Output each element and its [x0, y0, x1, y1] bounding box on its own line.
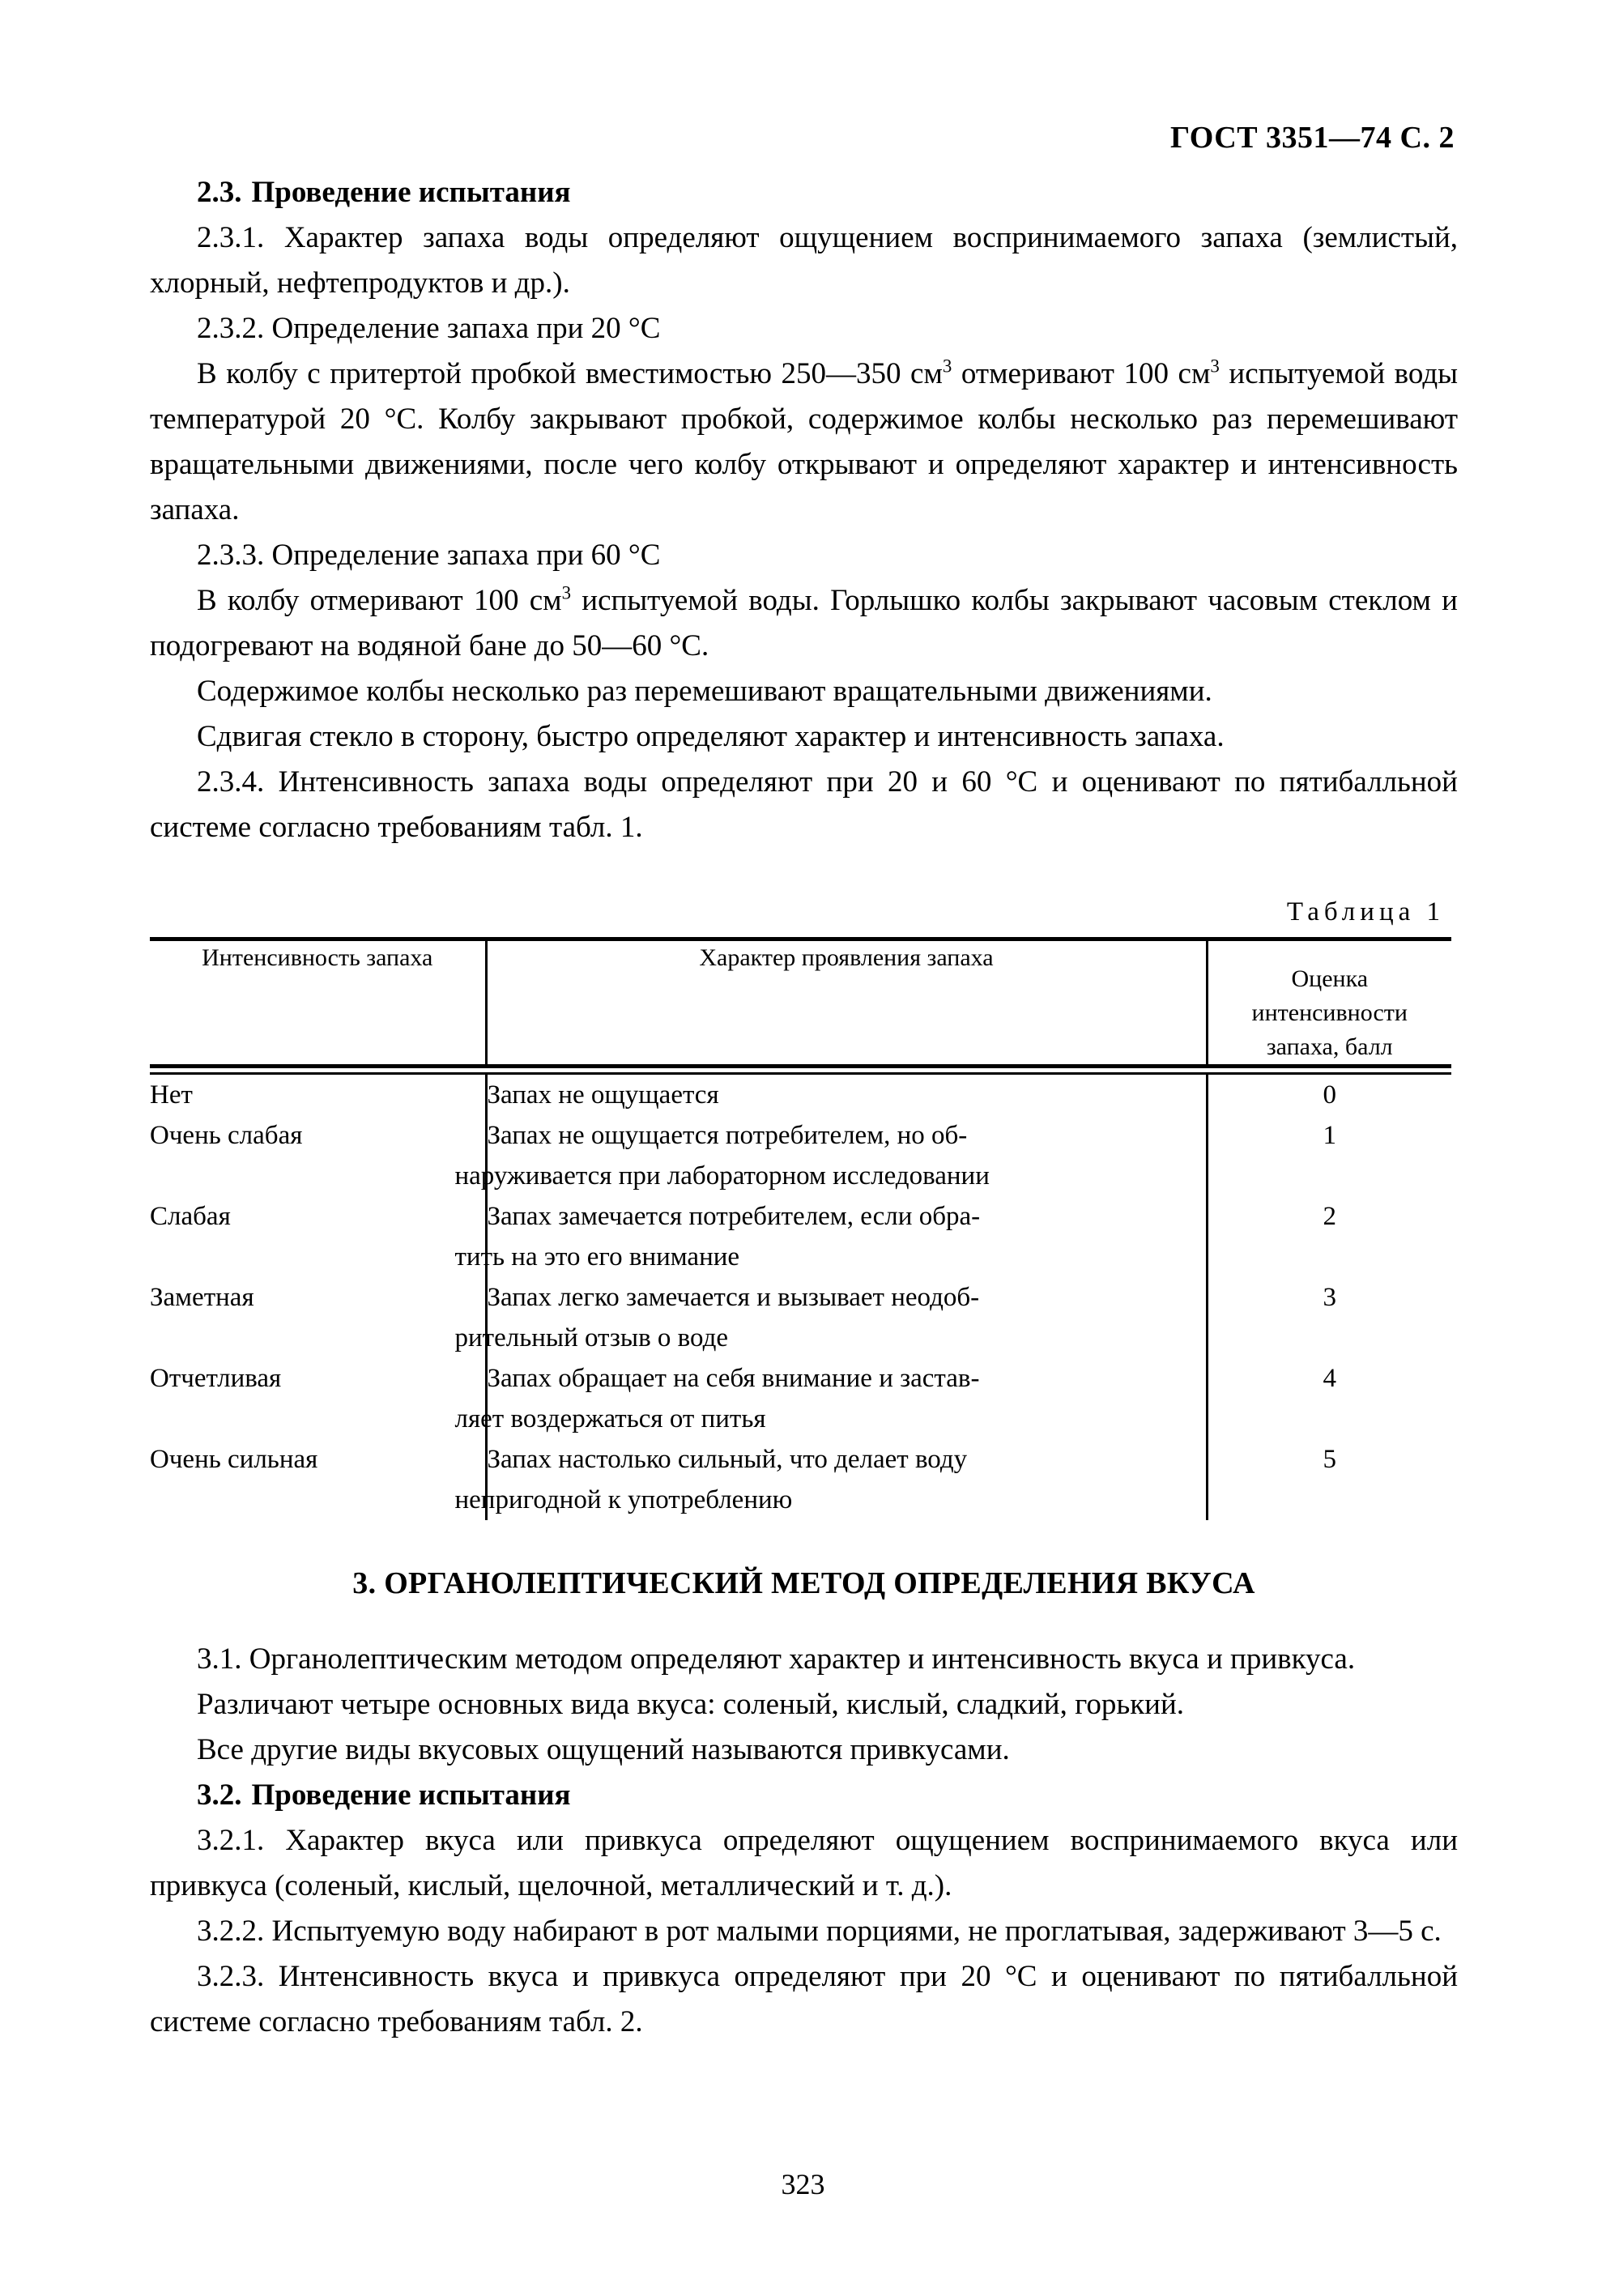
cubic-exponent-icon: 3	[561, 582, 572, 603]
row-description-line: Запах легко замечается и вызывает неодоб-	[487, 1283, 980, 1312]
row-intensity: Нет	[150, 1080, 193, 1110]
paragraph-2-3-3-body	[150, 578, 1458, 669]
double-rule-cell-b	[486, 1067, 1207, 1074]
row-description-line: Запах замечается потребителем, если обра-	[487, 1202, 981, 1231]
row-description-line: Запах настолько сильный, что делает воду	[487, 1445, 968, 1474]
page-content	[150, 0, 1458, 2045]
p233-line1-part-b: испытуемой воды. Горлышко колбы закрывают часовым стеклом и подогревают на водяной бане до 50—60 °С.	[150, 584, 1458, 662]
paragraph-2-3-3-b: Содержимое колбы несколько раз перемешивают вращательными движениями.	[197, 675, 1212, 708]
table-1-caption: Таблица 1	[1286, 897, 1445, 926]
p232-line1-part-b: отмеривают 100 см	[952, 357, 1211, 390]
running-head: ГОСТ 3351—74 С. 2	[1170, 121, 1455, 155]
row-description	[454, 1115, 1207, 1196]
row-description-line: наруживается при лабораторном исследовании	[454, 1161, 990, 1191]
table-row	[150, 1196, 1451, 1277]
paragraph-3-1: 3.1. Органолептическим методом определяют характер и интенсивность вкуса и привкуса.	[197, 1642, 1356, 1676]
row-intensity: Заметная	[150, 1283, 254, 1312]
row-description	[454, 1358, 1207, 1439]
row-intensity: Отчетливая	[150, 1364, 282, 1393]
row-description-line: непригодной к употреблению	[454, 1485, 793, 1514]
table-row	[150, 1074, 1451, 1116]
paragraph-2-3-4: 2.3.4. Интенсивность запаха воды определяют при 20 и 60 °С и оценивают по пятибалльной системе согласно требованиям табл. 1.	[150, 765, 1458, 844]
paragraph-2-3-1: 2.3.1. Характер запаха воды определяют ощущением воспринимаемого запаха (землистый, хлорный, нефтепродуктов и др.).	[150, 221, 1458, 300]
p232-rest: испытуемой воды температурой 20 °С. Колбу закрывают пробкой, содержимое колбы несколько раз перемешивают вращательными движениями, после чего колбу открывают и определяют характер и интенсивность запаха.	[150, 357, 1459, 526]
paragraph-2-3-2-body	[150, 351, 1458, 533]
subheading-3-2	[150, 1773, 1458, 1818]
paragraph-3-1-c: Все другие виды вкусовых ощущений называются привкусами.	[197, 1733, 1010, 1766]
table-row	[150, 1439, 1451, 1520]
row-score: 0	[1207, 1074, 1451, 1116]
paragraph-3-2-1: 3.2.1. Характер вкуса или привкуса определяют ощущением воспринимаемого вкуса или привкуса (соленый, кислый, щелочной, металлический и т. д.).	[150, 1824, 1458, 1902]
row-description-line: тить на это его внимание	[454, 1242, 740, 1272]
cubic-exponent-icon: 3	[942, 356, 952, 377]
row-description	[454, 1277, 1207, 1358]
table-header-score-line-3: запаха, балл	[1266, 1033, 1393, 1060]
subheading-3-2-text: Проведение испытания	[251, 1778, 571, 1812]
table-header-score-line-2: интенсивности	[1251, 999, 1408, 1026]
row-score: 2	[1207, 1196, 1451, 1277]
subheading-2-3-text: Проведение испытания	[251, 176, 571, 209]
row-description-line: рительный отзыв о воде	[454, 1323, 729, 1352]
row-intensity: Слабая	[150, 1202, 231, 1231]
row-intensity: Очень сильная	[150, 1445, 318, 1474]
table-header-intensity: Интенсивность запаха	[202, 944, 433, 971]
row-description-line: Запах обращает на себя внимание и застав-	[487, 1364, 980, 1393]
table-row	[150, 1115, 1451, 1196]
paragraph-2-3-2-title: 2.3.2. Определение запаха при 20 °С	[197, 312, 661, 345]
table-1	[150, 937, 1451, 1520]
p233-line1-part-a: В колбу отмеривают 100 см	[197, 584, 562, 617]
table-header-score	[1207, 941, 1451, 1067]
paragraph-2-3-3-c: Сдвигая стекло в сторону, быстро определяют характер и интенсивность запаха.	[197, 720, 1225, 753]
paragraph-3-2-2: 3.2.2. Испытуемую воду набирают в рот малыми порциями, не проглатывая, задерживают 3—5 с.	[197, 1915, 1442, 1948]
row-description	[454, 1439, 1207, 1520]
row-description-line: ляет воздержаться от питья	[454, 1404, 766, 1433]
row-description-line: Запах не ощущается	[487, 1080, 719, 1110]
table-header-double-rule	[150, 1067, 1451, 1074]
double-rule-cell-a	[150, 1067, 486, 1074]
row-score: 4	[1207, 1358, 1451, 1439]
section-3-heading: 3. ОРГАНОЛЕПТИЧЕСКИЙ МЕТОД ОПРЕДЕЛЕНИЯ ВКУСА	[352, 1566, 1255, 1600]
subheading-3-2-number: 3.2.	[197, 1778, 242, 1812]
table-header-score-line-1: Оценка	[1291, 965, 1369, 992]
paragraph-3-2-3: 3.2.3. Интенсивность вкуса и привкуса определяют при 20 °С и оценивают по пятибалльной системе согласно требованиям табл. 2.	[150, 1960, 1458, 2038]
row-description	[454, 1196, 1207, 1277]
row-score: 5	[1207, 1439, 1451, 1520]
table-row	[150, 1358, 1451, 1439]
paragraph-3-1-b: Различают четыре основных вида вкуса: соленый, кислый, сладкий, горький.	[197, 1688, 1185, 1721]
p232-line1-part-a: В колбу с притертой пробкой вместимостью 250—350 см	[197, 357, 943, 390]
double-rule-cell-c	[1207, 1067, 1451, 1074]
subheading-2-3-number: 2.3.	[197, 176, 242, 209]
cubic-exponent-icon: 3	[1210, 356, 1220, 377]
row-intensity: Очень слабая	[150, 1121, 303, 1150]
subheading-2-3	[150, 170, 1458, 215]
table-header-row	[150, 941, 1451, 1067]
table-row	[150, 1277, 1451, 1358]
paragraph-2-3-3-title: 2.3.3. Определение запаха при 60 °С	[197, 539, 661, 572]
row-score: 1	[1207, 1115, 1451, 1196]
row-description	[486, 1074, 1207, 1116]
page-number: 323	[781, 2168, 825, 2200]
row-description-line: Запах не ощущается потребителем, но об-	[487, 1121, 968, 1150]
row-score: 3	[1207, 1277, 1451, 1358]
table-header-character: Характер проявления запаха	[486, 941, 1207, 1067]
